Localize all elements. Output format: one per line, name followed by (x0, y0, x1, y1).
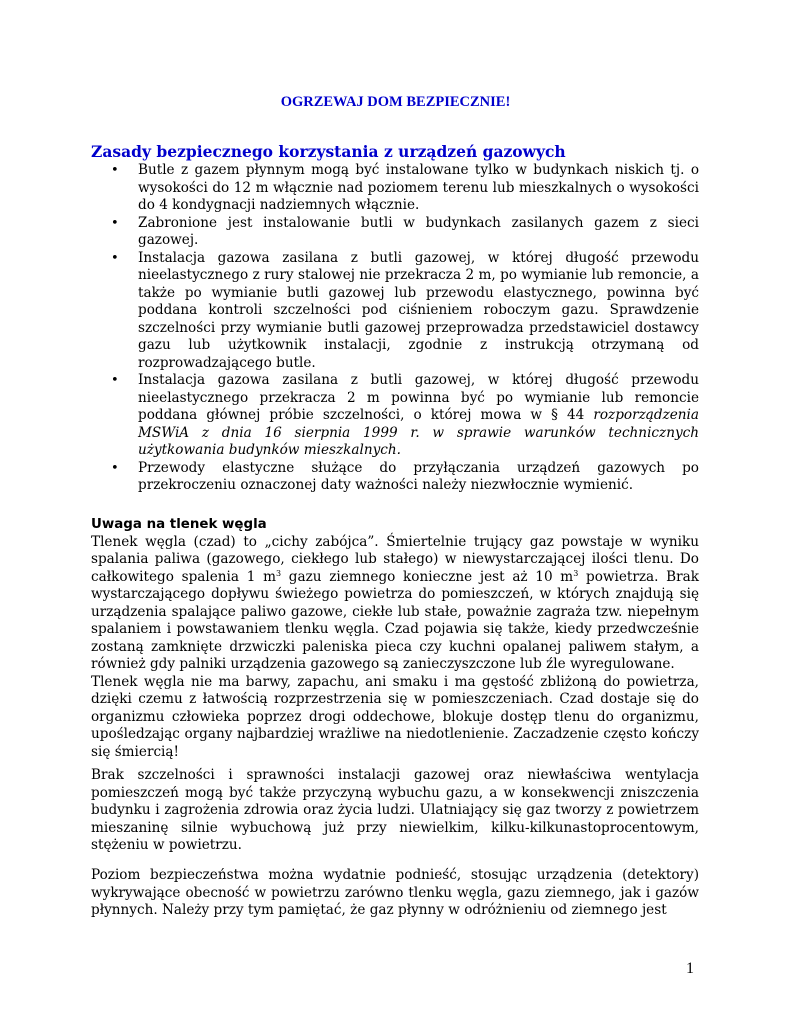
gas-leak-section (91, 767, 699, 855)
gas-rules-list (91, 162, 699, 495)
bullet-icon: • (111, 460, 119, 476)
co-paragraph-1 (91, 534, 699, 674)
page-title: OGRZEWAJ DOM BEZPIECZNIE! (280, 94, 511, 110)
gas-section-heading: Zasady bezpiecznego korzystania z urządzeń gazowych (91, 142, 566, 161)
leak-paragraph: Brak szczelności i sprawności instalacji gazowej oraz niewłaściwa wentylacja pomieszczeń mogą być także przyczyną wybuchu gazu, a w konsekwencji zniszczenia budynku i zagrożenia zdrowia oraz życia ludzi. Ulatniający się gaz tworzy z powietrzem mieszaninę silnie wybuchową już przy niewielkim, kilku-kilkunastoprocentowym, stężeniu w powietrzu. (91, 767, 699, 853)
detector-section (91, 867, 699, 920)
superscript: 3 (275, 568, 282, 578)
bullet-icon: • (111, 215, 119, 231)
list-item (91, 372, 699, 460)
bullet-icon: • (111, 163, 119, 178)
list-item-text: Instalacja gazowa zasilana z butli gazowej, w której długość przewodu nieelastycznego z rury stalowej nie przekracza 2 m, po wymianie lub remoncie, a także po wymianie butli gazowej lub przewodu elastycznego, powinna być poddana kontroli szczelności pod ciśnieniem roboczym gazu. Sprawdzenie szczelności przy wymianie butli gazowej przeprowadza przedstawiciel dostawcy gazu lub użytkownik instalacji, zgodnie z instrukcją otrzymaną od rozprowadzającego butle. (138, 249, 699, 371)
superscript: 3 (573, 568, 579, 578)
list-item (91, 250, 699, 373)
co-text-part: Tlenek węgla (czad) to „cichy zabójca”. Śmiertelnie trujący gaz powstaje w wyniku spalania paliwa (gazowego, ciekłego lub stałego) w niewystarczającej ilości tlenu. Do całkowitego spalenia 1 m (91, 533, 699, 585)
list-item-text: Przewody elastyczne służące do przyłączania urządzeń gazowych po przekroczeniu oznaczonej daty ważności należy niezwłocznie wymienić. (138, 459, 699, 493)
list-item-text: Instalacja gazowa zasilana z butli gazowej, w której długość przewodu nieelastycznego przekracza 2 m powinna być po wymianie lub remoncie poddana głównej próbie szczelności, o której mowa w § 44 (138, 372, 699, 423)
carbon-monoxide-section (91, 516, 699, 761)
co-section-heading: Uwaga na tlenek węgla (91, 517, 267, 532)
bullet-icon: • (111, 373, 119, 388)
list-item (91, 162, 699, 215)
co-paragraph-2: Tlenek węgla nie ma barwy, zapachu, ani smaku i ma gęstość zbliżoną do powietrza, dzięki czemu z łatwością rozprzestrzenia się w pomieszczeniach. Czad dostaje się do organizmu człowieka poprzez drogi oddechowe, blokuje dostęp tlenu do organizmu, upośledzając organy najbardziej wrażliwe na niedotlenienie. Zaczadzenie często kończy się śmiercią! (91, 673, 699, 760)
bullet-icon: • (111, 250, 119, 266)
list-item (91, 215, 699, 250)
regulation-citation: rozporządzenia MSWiA z dnia 16 sierpnia 1999 r. w sprawie warunków technicznych użytkowania budynków mieszkalnych. (138, 407, 699, 458)
co-text-part: gazu ziemnego konieczne jest aż 10 m (281, 568, 574, 585)
list-item-text: Butle z gazem płynnym mogą być instalowane tylko w budynkach niskich tj. o wysokości do 12 m włącznie nad poziomem terenu lub mieszkalnych o wysokości do 4 kondygnacji nadziemnych włącznie. (138, 162, 699, 213)
page-number: 1 (686, 960, 694, 977)
list-item-text: Zabronione jest instalowanie butli w budynkach zasilanych gazem z sieci gazowej. (138, 214, 699, 248)
co-text-part: powietrza. Brak wystarczającego dopływu świeżego powietrza do pomieszczeń, w których znajdują się urządzenia spalające paliwo gazowe, ciekłe lub stałe, poważnie zagraża tzw. niepełnym spalaniem i powstawaniem tlenku węgla. Czad pojawia się także, kiedy przedwcześnie zostaną zamknięte drzwiczki paleniska pieca czy kuchni opalanej paliwem stałym, a również gdy palniki urządzenia gazowego są zanieczyszczone lub źle wyregulowane. (91, 568, 700, 672)
list-item (91, 460, 699, 495)
detector-paragraph: Poziom bezpieczeństwa można wydatnie podnieść, stosując urządzenia (detektory) wykrywające obecność w powietrzu zarówno tlenku węgla, gazu ziemnego, jak i gazów płynnych. Należy przy tym pamiętać, że gaz płynny w odróżnieniu od ziemnego jest (91, 867, 699, 918)
